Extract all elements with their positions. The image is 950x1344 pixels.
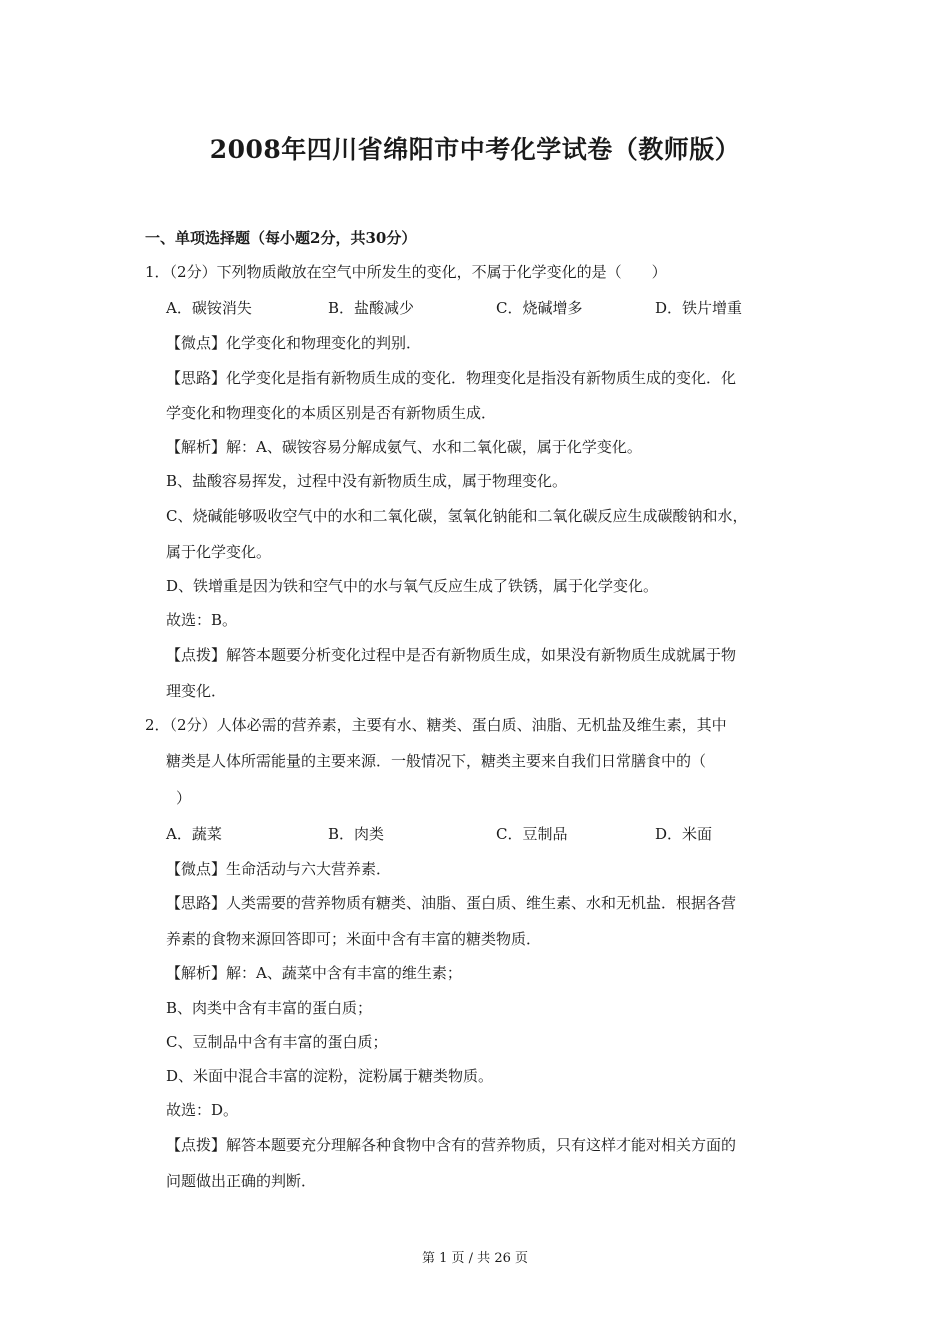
question-1-stem: 1．（2分）下列物质敞放在空气中所发生的变化，不属于化学变化的是（ ） [145, 263, 667, 281]
question-2-analysis-line-1: 【解析】解：A、蔬菜中含有丰富的维生素； [166, 964, 462, 982]
question-1-analysis-line-1: 【解析】解：A、碳铵容易分解成氨气、水和二氧化碳，属于化学变化。 [166, 438, 642, 456]
question-1-idea-line-2: 学变化和物理变化的本质区别是否有新物质生成． [166, 404, 497, 422]
question-1-analysis-line-4: 属于化学变化。 [166, 543, 272, 561]
question-2-idea-line-2: 养素的食物来源回答即可；米面中含有丰富的糖类物质． [166, 930, 542, 948]
question-2-answer: 故选：D。 [166, 1101, 239, 1119]
question-2-point: 【微点】生命活动与六大营养素． [166, 860, 392, 878]
page-footer: 第 1 页 / 共 26 页 [422, 1251, 528, 1266]
question-1-tip-line-1: 【点拨】解答本题要分析变化过程中是否有新物质生成，如果没有新物质生成就属于物 [166, 646, 737, 664]
question-1-analysis-line-5: D、铁增重是因为铁和空气中的水与氧气反应生成了铁锈，属于化学变化。 [166, 577, 659, 595]
question-1-option-d: D．铁片增重 [655, 299, 743, 317]
question-2-tip-line-2: 问题做出正确的判断． [166, 1172, 317, 1190]
question-1-tip-line-2: 理变化． [166, 682, 227, 700]
question-2-analysis-line-2: B、肉类中含有丰富的蛋白质； [166, 999, 373, 1017]
question-1-point: 【微点】化学变化和物理变化的判别． [166, 334, 422, 352]
question-2-option-c: C．豆制品 [496, 825, 568, 843]
question-2-analysis-line-3: C、豆制品中含有丰富的蛋白质； [166, 1033, 388, 1051]
question-1-option-c: C．烧碱增多 [496, 299, 583, 317]
question-2-option-a: A．蔬菜 [166, 825, 222, 843]
question-1-idea-line-1: 【思路】化学变化是指有新物质生成的变化．物理变化是指没有新物质生成的变化．化 [166, 369, 737, 387]
page-title: 2008年四川省绵阳市中考化学试卷（教师版） [209, 135, 741, 164]
question-2-idea-line-1: 【思路】人类需要的营养物质有糖类、油脂、蛋白质、维生素、水和无机盐．根据各营 [166, 894, 737, 912]
question-1-analysis-line-2: B、盐酸容易挥发，过程中没有新物质生成，属于物理变化。 [166, 472, 568, 490]
question-2-option-b: B．肉类 [328, 825, 385, 843]
question-1-analysis-line-3: C、烧碱能够吸收空气中的水和二氧化碳，氢氧化钠能和二氧化碳反应生成碳酸钠和水， [166, 507, 748, 525]
question-2-option-d: D．米面 [655, 825, 713, 843]
question-1-option-a: A．碳铵消失 [166, 299, 252, 317]
question-2-tip-line-1: 【点拨】解答本题要充分理解各种食物中含有的营养物质，只有这样才能对相关方面的 [166, 1136, 737, 1154]
question-2-analysis-line-4: D、米面中混合丰富的淀粉，淀粉属于糖类物质。 [166, 1067, 494, 1085]
question-1-answer: 故选：B。 [166, 611, 238, 629]
section-heading: 一、单项选择题（每小题2分，共30分） [145, 229, 417, 247]
question-2-stem-line-2: 糖类是人体所需能量的主要来源．一般情况下，糖类主要来自我们日常膳食中的（ [166, 752, 707, 770]
question-2-stem-line-3: ） [176, 789, 192, 807]
question-1-option-b: B．盐酸减少 [328, 299, 415, 317]
question-2-stem-line-1: 2．（2分）人体必需的营养素，主要有水、糖类、蛋白质、油脂、无机盐及维生素，其中 [145, 716, 727, 734]
